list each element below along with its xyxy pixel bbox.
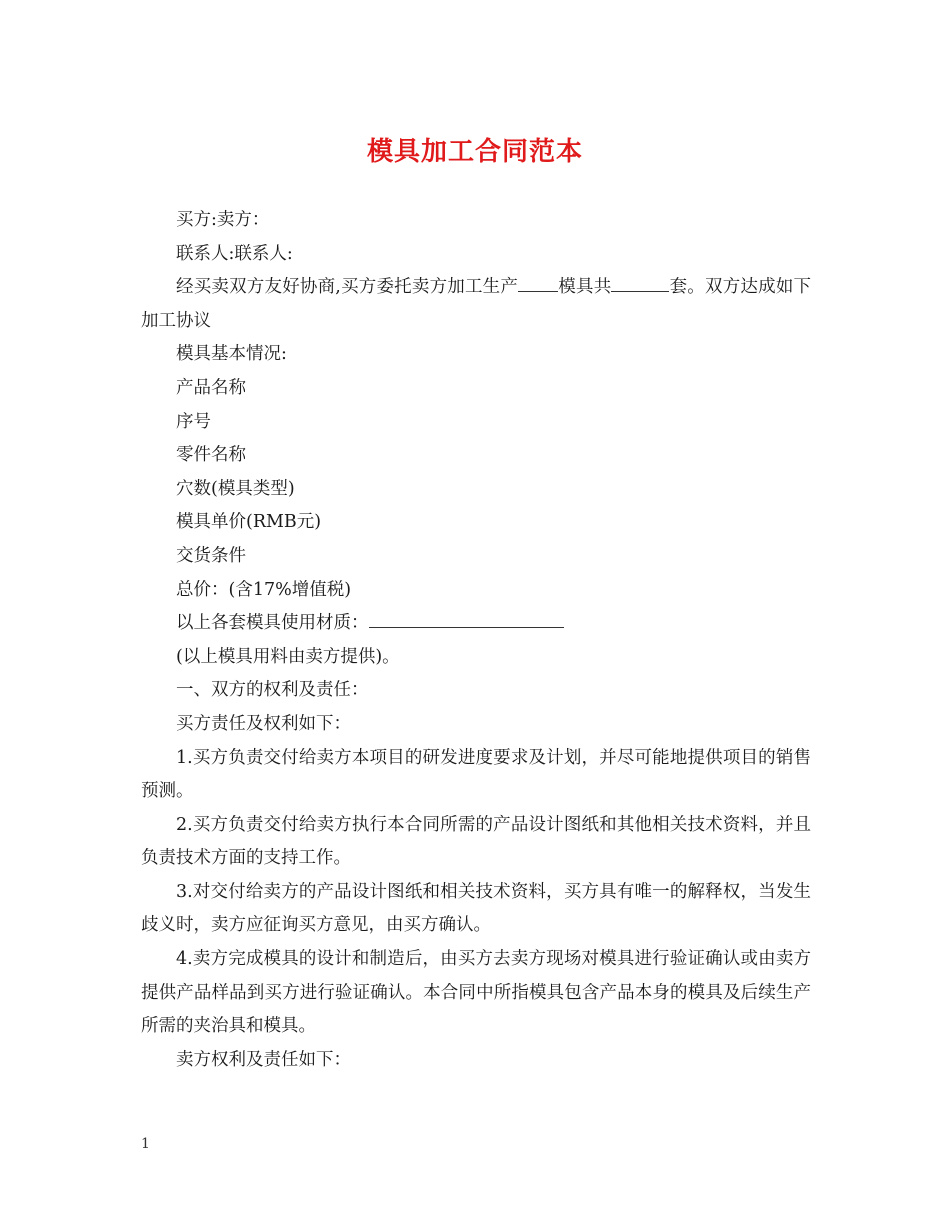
buyer-seller-line: 买方:卖方：: [176, 210, 270, 230]
agreement-intro: [141, 271, 811, 338]
document-title: 模具加工合同范本: [366, 137, 583, 167]
unit-price-line: 模具单价(RMB元): [176, 512, 322, 533]
material-label: 以上各套模具使用材质：: [176, 613, 369, 634]
serial-number-line: 序号: [176, 411, 211, 432]
material-blank: [369, 609, 564, 628]
agreement-intro-part1: 经买卖双方友好协商,买方委托卖方加工生产: [176, 277, 519, 298]
part-name-line: 零件名称: [176, 445, 246, 466]
product-name-line: 产品名称: [176, 377, 246, 398]
clause-3: 3.对交付给卖方的产品设计图纸和相关技术资料，买方具有唯一的解释权，当发生歧义时，卖方应征询买方意见，由买方确认。: [141, 881, 811, 936]
clause-2: 2.买方负责交付给卖方执行本合同所需的产品设计图纸和其他相关技术资料，并且负责技术方面的支持工作。: [141, 814, 811, 869]
mold-basic-info-heading: 模具基本情况:: [176, 344, 287, 365]
mold-count-blank: [611, 273, 669, 292]
document-body: [141, 204, 811, 1077]
contact-line: 联系人:联系人:: [176, 243, 293, 264]
agreement-intro-part3: 套。双方达成如下加工协议: [141, 277, 812, 331]
clause-4: 4.卖方完成模具的设计和制造后，由买方去卖方现场对模具进行验证确认或由卖方提供产品样品到买方进行验证确认。本合同中所指模具包含产品本身的模具及后续生产所需的夹治具和模具。: [141, 949, 811, 1037]
seller-duties-heading: 卖方权利及责任如下：: [176, 1049, 351, 1070]
delivery-terms-line: 交货条件: [176, 545, 246, 566]
agreement-intro-part2: 模具共: [558, 277, 612, 298]
total-price-line: 总价：(含17%增值税): [176, 579, 352, 600]
material-note: (以上模具用料由卖方提供)。: [176, 646, 400, 667]
mold-name-blank: [518, 273, 558, 292]
clause-1: 1.买方负责交付给卖方本项目的研发进度要求及计划，并尽可能地提供项目的销售预测。: [141, 747, 811, 802]
section-one-heading: 一、双方的权利及责任：: [176, 680, 369, 701]
material-line: [141, 607, 811, 641]
cavity-count-line: 穴数(模具类型): [176, 478, 295, 499]
buyer-duties-heading: 买方责任及权利如下：: [176, 713, 351, 734]
page-number: 1: [141, 1136, 150, 1152]
